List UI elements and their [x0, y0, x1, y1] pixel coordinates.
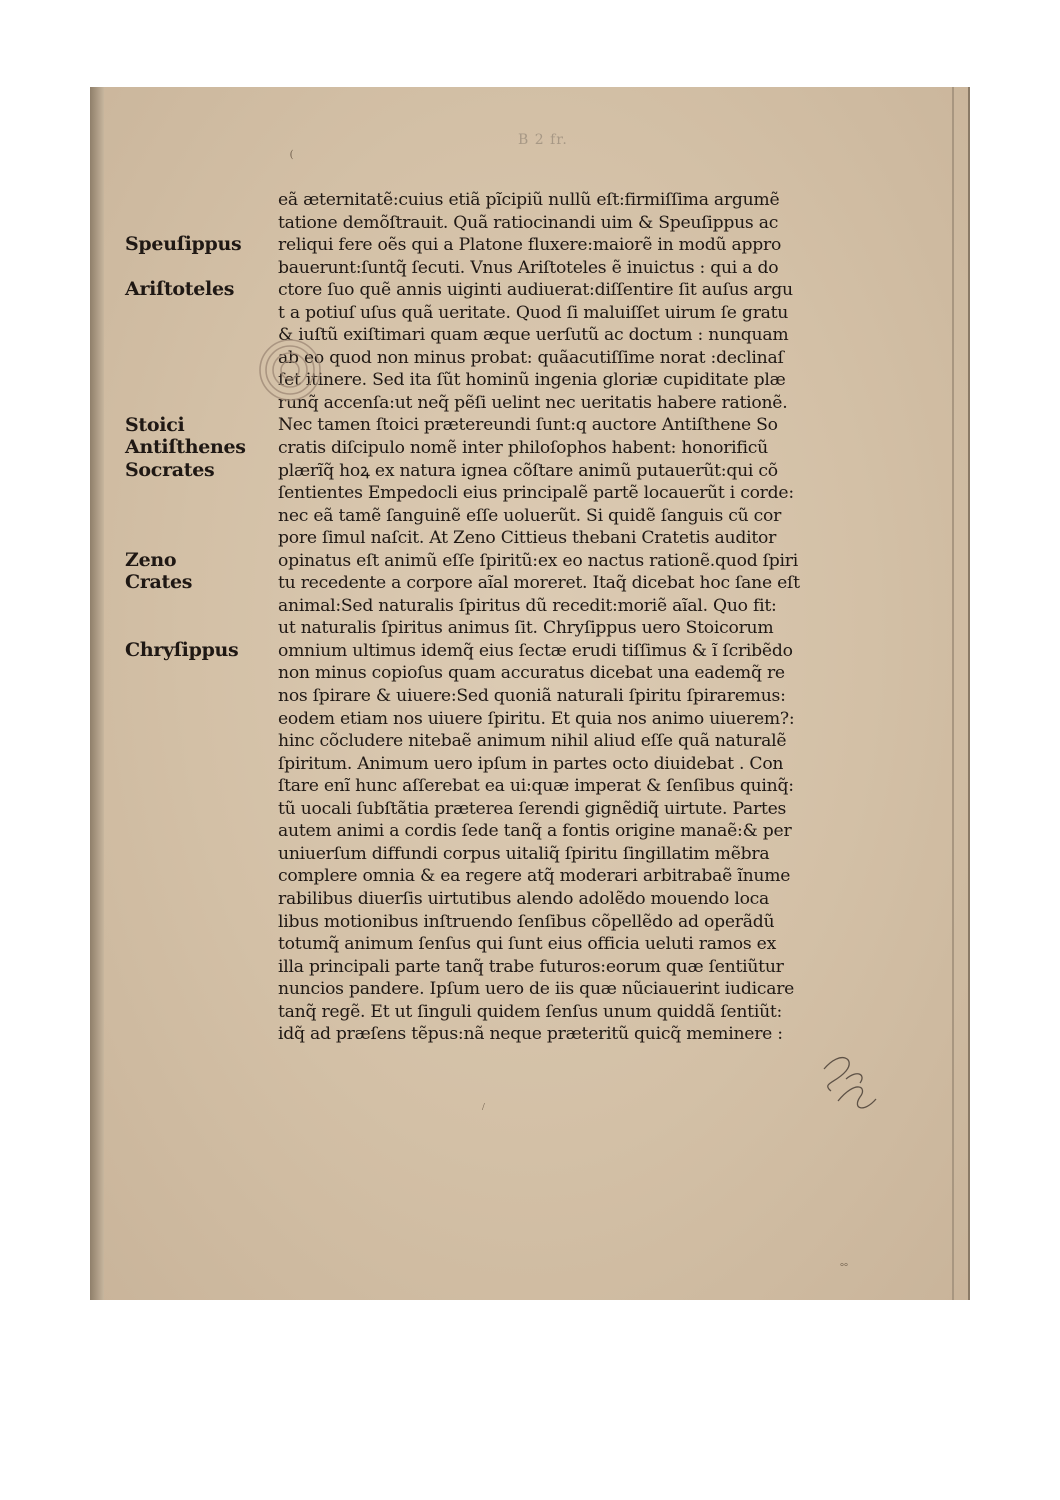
text-line: plærĩq̃ hoꝝ ex natura ignea cõſtare animũ putauerũt:qui cõ [278, 460, 778, 481]
text-line: eã æternitatẽ:cuius etiã pĩcipiũ nullũ eſt:firmiſſima argumẽ [278, 190, 780, 210]
marginal-note: Chryſippus [125, 639, 239, 661]
text-line: nuncios pandere. Ipſum uero de iis quæ nũciauerint iudicare [278, 979, 795, 1000]
text-line: cratis diſcipulo nomẽ inter philoſophos habent: honorificũ [278, 438, 768, 459]
marginal-note: Socrates [125, 458, 215, 481]
text-line: ſtare enĩ hunc aſſerebat ea ui:quæ imperat & ſenſibus quinq̃: [278, 776, 794, 797]
text-line: autem animi a cordis ſede tanq̃ a fontis origine manaẽ:& per [278, 821, 792, 842]
text-line: complere omnia & ea regere atq̃ moderari arbitrabaẽ ĩnume [278, 866, 791, 887]
marginal-note: Crates [125, 571, 193, 594]
text-line: bauerunt:ſuntq̃ ſecuti. Vnus Ariſtoteles ẽ inuictus : qui a do [278, 257, 779, 278]
text-line: animal:Sed naturalis ſpiritus dũ recedit:moriẽ aĩal. Quo fit: [278, 595, 777, 616]
text-line: totumq̃ animum ſenſus qui ſunt eius officia ueluti ramos ex [278, 934, 777, 955]
text-line: nos ſpirare & uiuere:Sed quoniã naturali ſpiritu ſpiraremus: [278, 686, 786, 707]
book-page [90, 87, 970, 1300]
foliation-mark: B 2 fr. [518, 132, 568, 148]
marginal-note: Zeno [125, 548, 177, 571]
text-line: Nec tamen ſtoici prætereundi ſunt:q auctore Antiſthene So [278, 415, 778, 436]
text-line: tatione demõſtrauit. Quã ratiocinandi uim & Speuſippus ac [278, 212, 779, 233]
text-line: tũ uocali ſubſtãtia præterea ſerendi gignẽdiq̃ uirtute. Partes [278, 798, 787, 819]
text-line: ab eo quod non minus probat: quãacutiſſime norat :declinaſ [278, 347, 784, 368]
body-text-block [278, 189, 878, 1046]
text-line: idq̃ ad præſens tẽpus:nã neque præteritũ quicq̃ meminere : [278, 1024, 783, 1045]
library-stamp-icon [252, 320, 352, 420]
text-line: reliqui fere oẽs qui a Platone fluxere:maiorẽ in modũ appro [278, 235, 782, 256]
text-line: runq̃ accenſa:ut neq̃ pẽſi uelint nec ueritatis habere rationẽ. [278, 392, 788, 413]
ink-speck: °° [840, 1262, 848, 1273]
text-line: opinatus eſt animũ eſſe ſpiritũ:ex eo nactus rationẽ.quod ſpiri [278, 550, 798, 571]
page-edge [952, 87, 954, 1300]
handwritten-mark-icon [816, 1039, 886, 1119]
ink-speck: / [482, 1102, 485, 1113]
marginal-note: Ariſtoteles [125, 278, 235, 301]
text-line: nec eã tamẽ ſanguinẽ eſſe uoluerũt. Si quidẽ ſanguis cũ cor [278, 505, 782, 526]
marginal-note: Stoici [125, 413, 185, 436]
text-line: ſpiritum. Animum uero ipſum in partes octo diuidebat . Con [278, 753, 784, 774]
page-gutter [90, 87, 104, 1300]
text-line: tu recedente a corpore aĩal moreret. Itaq̃ dicebat hoc ſane eſt [278, 573, 800, 594]
text-line: ut naturalis ſpiritus animus ſit. Chryſippus uero Stoicorum [278, 618, 774, 639]
text-line: rabilibus diuerſis uirtutibus alendo adolẽdo mouendo loca [278, 888, 770, 909]
text-line: hinc cõcludere nitebaẽ animum nihil aliud eſſe quã naturalẽ [278, 731, 787, 752]
marginal-note: Speuſippus [125, 233, 242, 256]
text-line: illa principali parte tanq̃ trabe futuros:eorum quæ ſentiũtur [278, 956, 784, 977]
text-line: pore ſimul naſcit. At Zeno Cittieus thebani Cratetis auditor [278, 528, 777, 549]
text-line: non minus copioſus quam accuratus dicebat una eademq̃ re [278, 663, 785, 684]
text-line: t a potiuſ uſus quã ueritate. Quod ſi maluiſſet uirum ſe gratu [278, 302, 789, 323]
marginal-note: Antiſthenes [125, 436, 246, 459]
text-line: uniuerſum diffundi corpus uitaliq̃ ſpiritu ſingillatim mẽbra [278, 843, 770, 864]
text-line: ſentientes Empedocli eius principalẽ partẽ locauerũt i corde: [278, 483, 794, 504]
text-line: ctore ſuo quẽ annis uiginti audiuerat:diſſentire ſit auſus argu [278, 280, 793, 301]
ink-speck: ( [290, 149, 294, 160]
text-line: eodem etiam nos uiuere ſpiritu. Et quia nos animo uiuerem?: [278, 708, 795, 729]
text-line: & iuſtũ exiſtimari quam æque uerſutũ ac doctum : nunquam [278, 325, 789, 346]
text-line: omnium ultimus idemq̃ eius ſectæ erudi tiſſimus & ĩ ſcribẽdo [278, 640, 793, 661]
text-line: libus motionibus inſtruendo ſenſibus cõpellẽdo ad operãdũ [278, 911, 775, 932]
text-line: ſet itinere. Sed ita ſũt hominũ ingenia gloriæ cupiditate plæ [278, 370, 786, 391]
text-line: tanq̃ regẽ. Et ut ſinguli quidem ſenſus unum quiddã ſentiũt: [278, 1001, 783, 1022]
